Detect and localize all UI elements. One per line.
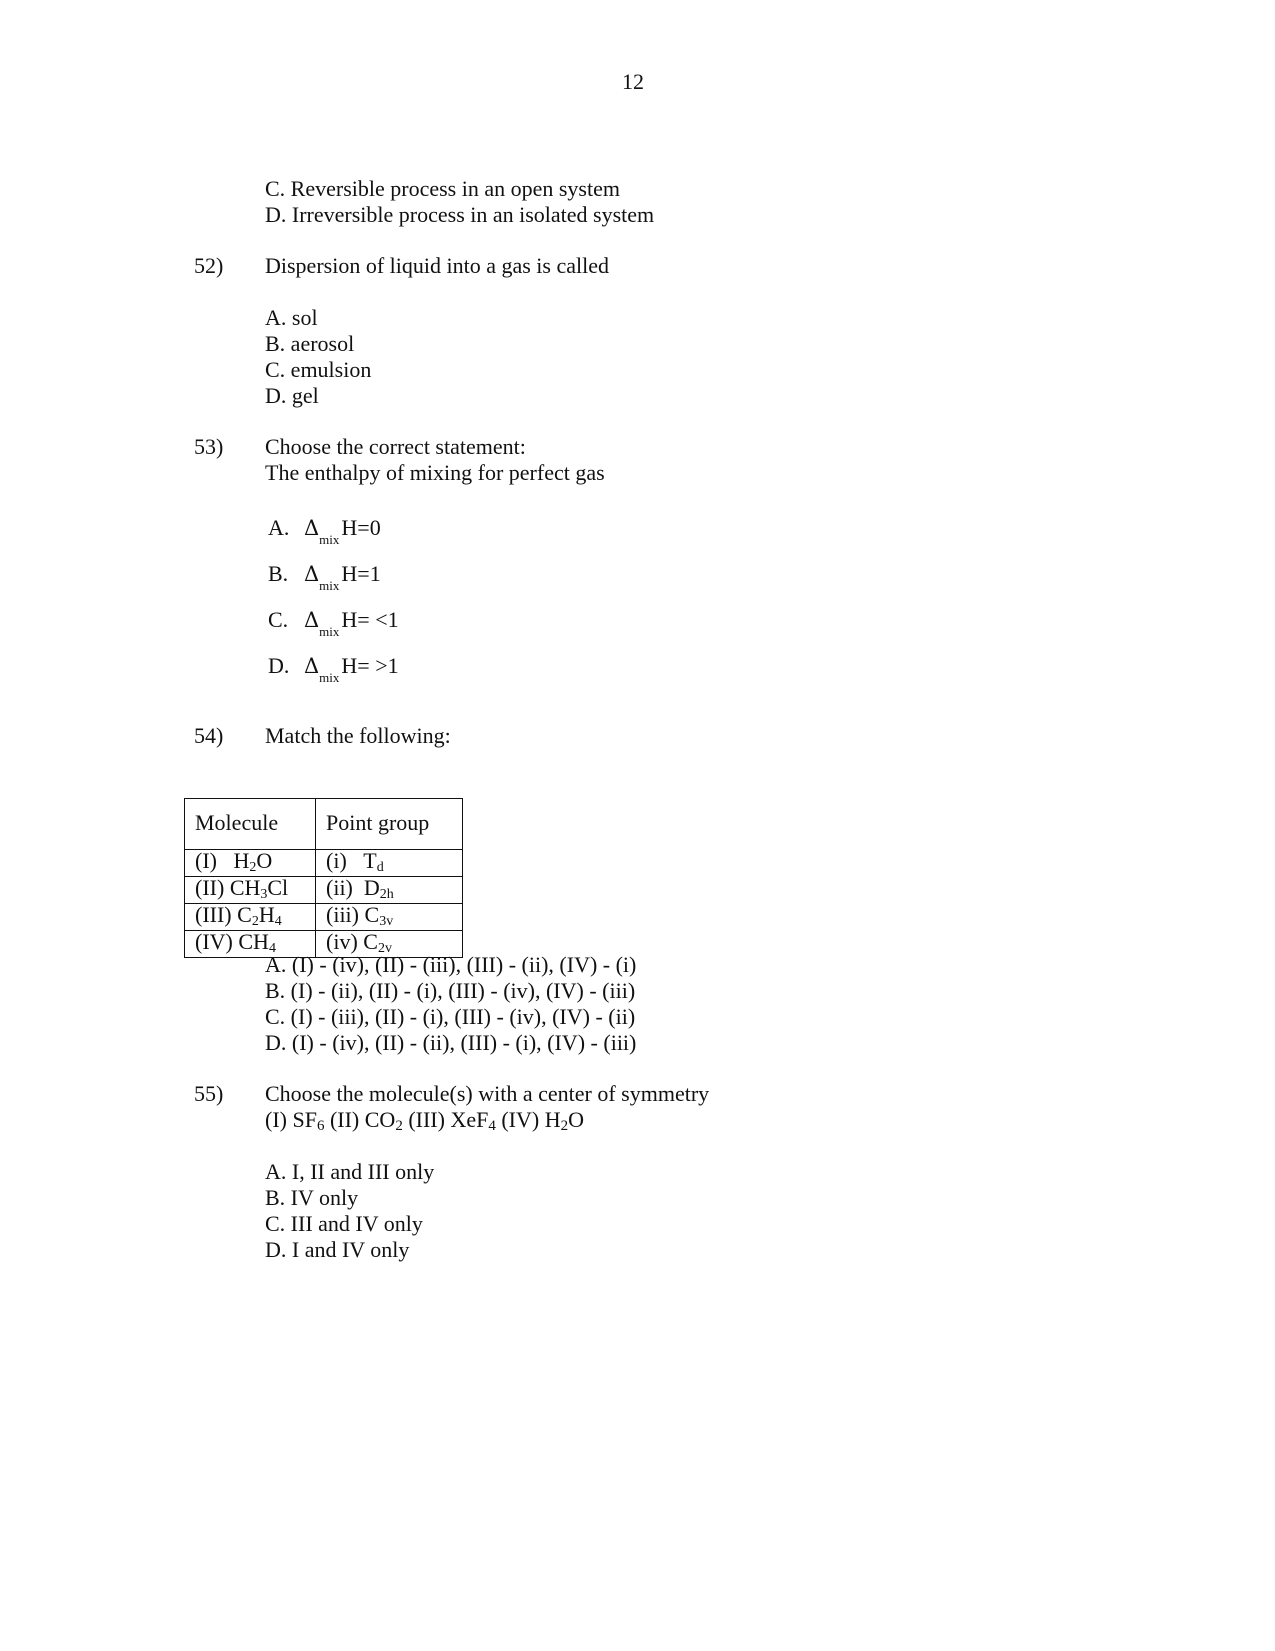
prev-option-d: D. Irreversible process in an isolated system bbox=[265, 202, 655, 227]
q52-option-b: B. aerosol bbox=[265, 331, 355, 356]
point-group-cell: (ii) D2h bbox=[316, 877, 463, 904]
q54-option-a: A. (I) - (iv), (II) - (iii), (III) - (ii), (IV) - (i) bbox=[265, 952, 637, 977]
q53-option-d: D. $\Delta_{mix}H= >1$ bbox=[268, 653, 399, 685]
question-55-number: 55) bbox=[194, 1081, 224, 1106]
header-point-group: Point group bbox=[316, 799, 463, 850]
q52-option-d: D. gel bbox=[265, 383, 319, 408]
molecule-cell: (I) H2O bbox=[185, 850, 316, 877]
point-group-cell: (i) Td bbox=[316, 850, 463, 877]
q54-option-c: C. (I) - (iii), (II) - (i), (III) - (iv), (IV) - (ii) bbox=[265, 1004, 636, 1029]
q53-option-c: C. $\Delta_{mix}H= <1$ bbox=[268, 607, 399, 639]
molecule-cell: (IV) CH4 bbox=[185, 931, 316, 958]
q55-option-c: C. III and IV only bbox=[265, 1211, 423, 1236]
q55-option-d: D. I and IV only bbox=[265, 1237, 410, 1262]
prev-option-c: C. Reversible process in an open system bbox=[265, 176, 620, 201]
table-row bbox=[185, 904, 463, 931]
molecule-cell: (II) CH3Cl bbox=[185, 877, 316, 904]
point-group-cell: (iv) C2v bbox=[316, 931, 463, 958]
point-group-cell: (iii) C3v bbox=[316, 904, 463, 931]
q55-option-a: A. I, II and III only bbox=[265, 1159, 435, 1184]
molecule-cell: (III) C2H4 bbox=[185, 904, 316, 931]
question-53-number: 53) bbox=[194, 434, 224, 459]
table-row bbox=[185, 877, 463, 904]
question-53-line1: Choose the correct statement: bbox=[265, 434, 526, 459]
q53-option-a: A. $\Delta_{mix}H=0$ bbox=[268, 515, 381, 547]
question-52-number: 52) bbox=[194, 253, 224, 278]
q55-option-b: B. IV only bbox=[265, 1185, 359, 1210]
q54-option-d: D. (I) - (iv), (II) - (ii), (III) - (i), (IV) - (iii) bbox=[265, 1030, 637, 1055]
header-molecule: Molecule bbox=[185, 799, 316, 850]
question-54-text: Match the following: bbox=[265, 723, 451, 748]
q52-option-c: C. emulsion bbox=[265, 357, 372, 382]
match-table bbox=[184, 798, 463, 958]
page-number: 12 bbox=[622, 69, 644, 94]
table-row bbox=[185, 850, 463, 877]
q54-option-b: B. (I) - (ii), (II) - (i), (III) - (iv), (IV) - (iii) bbox=[265, 978, 636, 1003]
question-53-line2: The enthalpy of mixing for perfect gas bbox=[265, 460, 605, 485]
q52-option-a: A. sol bbox=[265, 305, 318, 330]
table-header-row bbox=[185, 799, 463, 850]
question-52-text: Dispersion of liquid into a gas is called bbox=[265, 253, 609, 278]
q53-option-b: B. $\Delta_{mix}H=1$ bbox=[268, 561, 381, 593]
question-55-text: Choose the molecule(s) with a center of symmetry bbox=[265, 1081, 710, 1106]
question-54-number: 54) bbox=[194, 723, 224, 748]
question-55-molecules: (I) $SF_6$ (II) $CO_2$ (III) XeF$_4$ (IV) $H_2O$ bbox=[265, 1107, 585, 1134]
